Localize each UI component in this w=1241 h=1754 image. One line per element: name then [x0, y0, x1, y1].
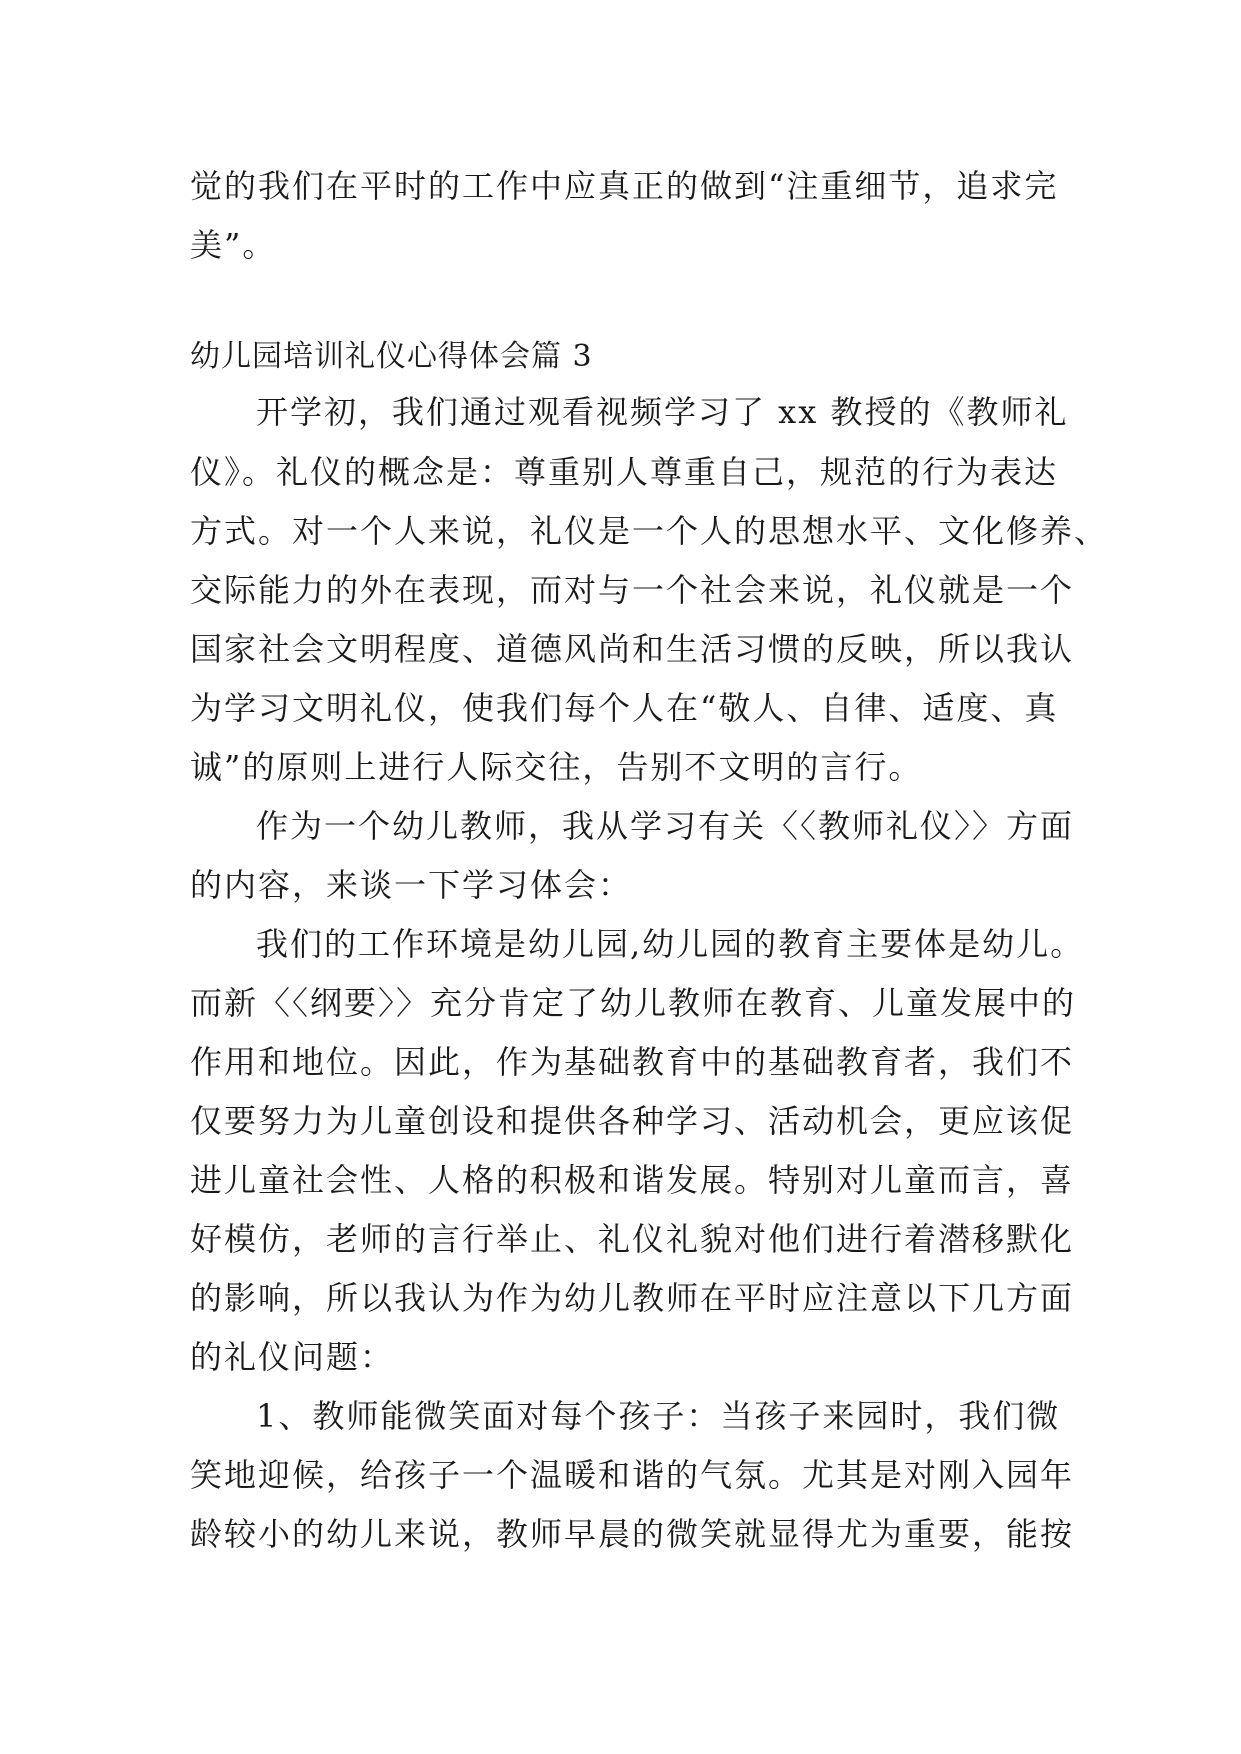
text-line: 觉的我们在平时的工作中应真正的做到“注重细节，追求完: [190, 167, 1059, 205]
text-line: 进儿童社会性、人格的积极和谐发展。特别对儿童而言，喜: [190, 1161, 1075, 1199]
section-heading: 幼儿园培训礼仪心得体会篇 3: [190, 339, 593, 374]
text-line: 1、教师能微笑面对每个孩子：当孩子来园时，我们微: [256, 1397, 1061, 1435]
text-line: 为学习文明礼仪，使我们每个人在“敬人、自律、适度、真: [190, 689, 1059, 727]
text-line: 仪》。礼仪的概念是：尊重别人尊重自己，规范的行为表达: [190, 453, 1059, 491]
text-line: 的礼仪问题：: [190, 1338, 395, 1376]
text-line: 国家社会文明程度、道德风尚和生活习惯的反映，所以我认: [190, 630, 1075, 668]
text-line: 作用和地位。因此，作为基础教育中的基础教育者，我们不: [190, 1043, 1075, 1081]
text-line: 我们的工作环境是幼儿园,幼儿园的教育主要体是幼儿。: [256, 925, 1085, 963]
text-line: 而新〈〈纲要〉〉充分肯定了幼儿教师在教育、儿童发展中的: [190, 984, 1077, 1022]
text-line: 的内容，来谈一下学习体会：: [190, 866, 633, 904]
text-line: 交际能力的外在表现，而对与一个社会来说，礼仪就是一个: [190, 571, 1075, 609]
text-line: 龄较小的幼儿来说，教师早晨的微笑就显得尤为重要，能按: [190, 1515, 1075, 1553]
text-line: 方式。对一个人来说，礼仪是一个人的思想水平、文化修养、: [190, 512, 1109, 550]
text-line: 诚”的原则上进行人际交往，告别不文明的言行。: [190, 748, 923, 786]
text-line: 开学初，我们通过观看视频学习了 xx 教授的《教师礼: [256, 393, 1069, 431]
text-line: 美”。: [190, 226, 277, 264]
text-line: 好模仿，老师的言行举止、礼仪礼貌对他们进行着潜移默化: [190, 1220, 1075, 1258]
text-line: 作为一个幼儿教师，我从学习有关〈〈教师礼仪〉〉方面: [256, 807, 1075, 845]
text-line: 笑地迎候，给孩子一个温暖和谐的气氛。尤其是对刚入园年: [190, 1456, 1075, 1494]
text-line: 的影响，所以我认为作为幼儿教师在平时应注意以下几方面: [190, 1279, 1075, 1317]
text-line: 仅要努力为儿童创设和提供各种学习、活动机会，更应该促: [190, 1102, 1075, 1140]
